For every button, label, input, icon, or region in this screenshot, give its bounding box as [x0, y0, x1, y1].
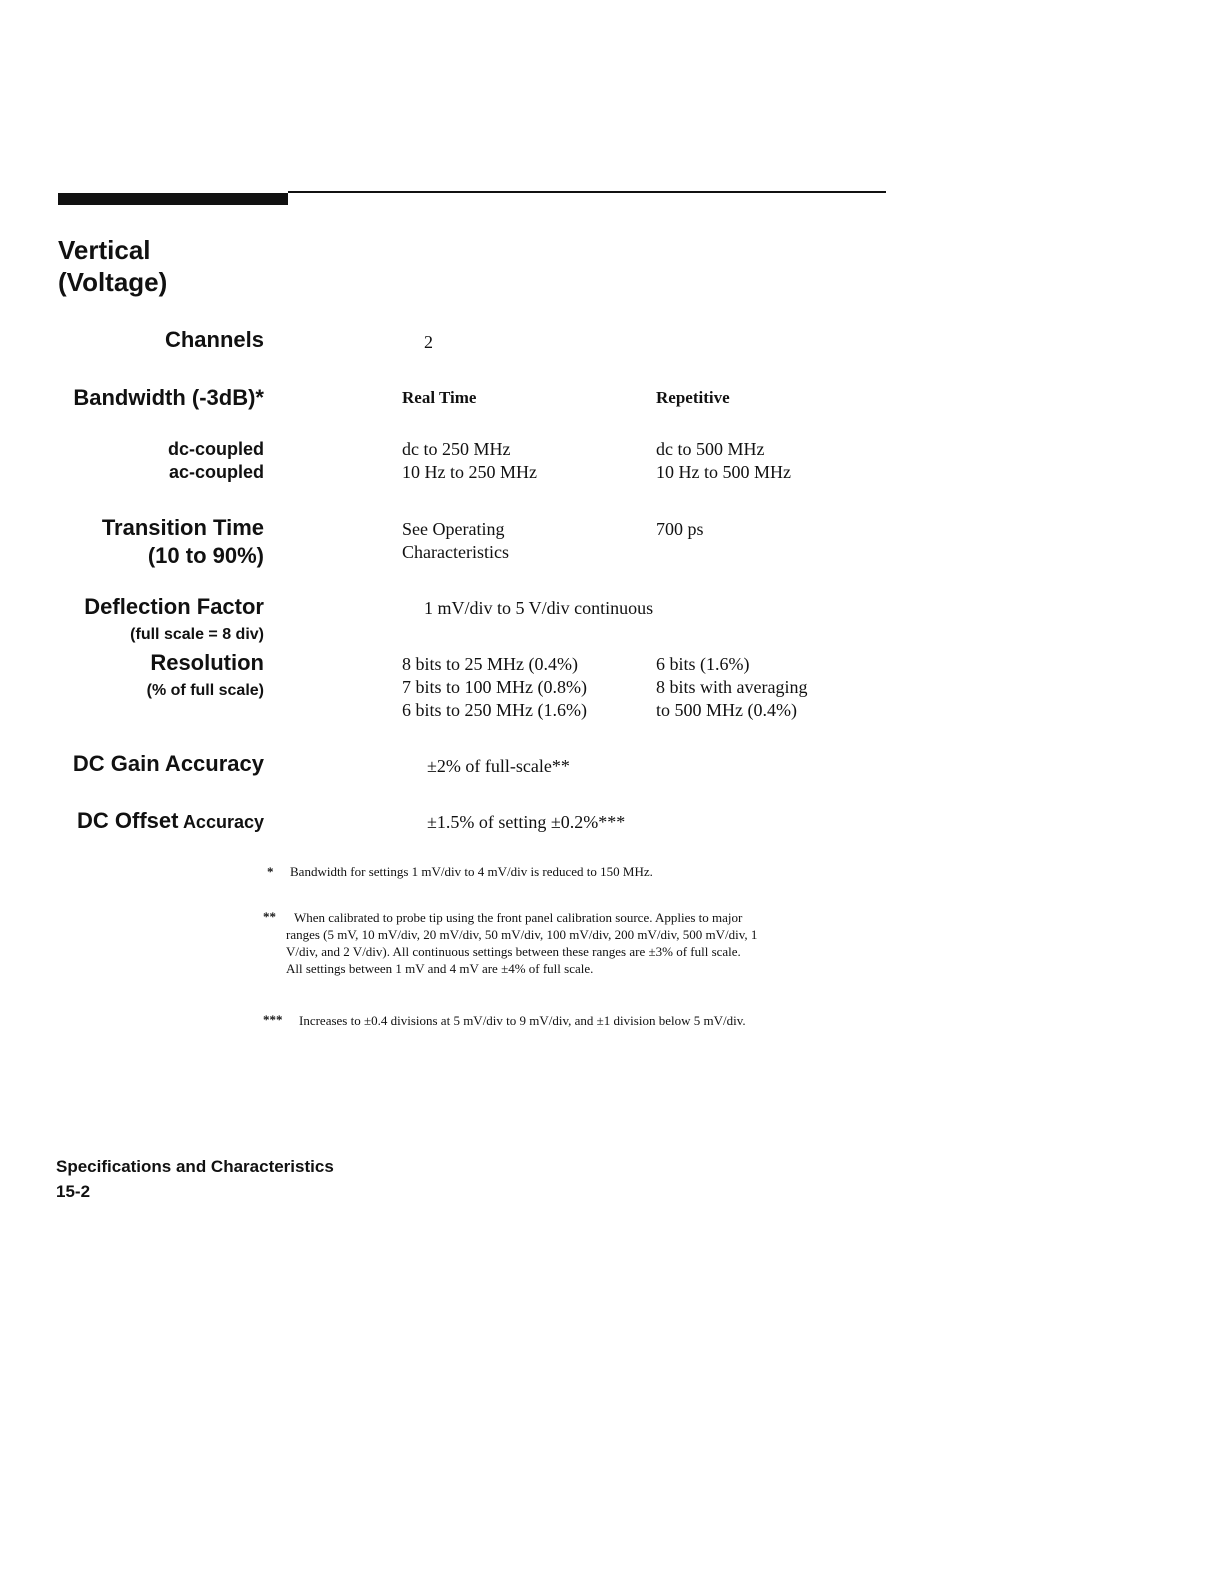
footer-title: Specifications and Characteristics: [56, 1157, 334, 1176]
footnote-2-mark: **: [263, 909, 276, 924]
deflection-factor-value: 1 mV/div to 5 V/div continuous: [424, 598, 654, 618]
footnote-2-text: When calibrated to probe tip using the front panel calibration source. Applies to major ranges (5 mV, 10 mV/div, 20 mV/div, 50 mV/div, 100 mV/div, 200 mV/div, 500 mV/div, 1 V/div, and 2 V/div). All continuous settings between these ranges are ±3% of full scale. All settings between 1 mV and 4 mV are ±4% of full scale.: [286, 910, 758, 976]
ac-coupled-label: ac-coupled: [168, 462, 264, 482]
dc-gain-accuracy-label: DC Gain Accuracy: [72, 751, 264, 776]
dc-offset-accuracy-label: DC Offset Accuracy: [77, 808, 264, 833]
resolution-real-time-line: 6 bits to 250 MHz (1.6%): [402, 700, 587, 720]
channels-value: 2: [424, 332, 433, 352]
transition-time-real-time-1: See Operating: [402, 519, 505, 539]
resolution-repetitive-line: 6 bits (1.6%): [656, 654, 750, 674]
resolution-sublabel: (% of full scale): [146, 682, 264, 699]
transition-time-repetitive: 700 ps: [656, 519, 704, 539]
resolution-real-time-line: 8 bits to 25 MHz (0.4%): [402, 654, 578, 674]
dc-coupled-real-time: dc to 250 MHz: [402, 439, 511, 459]
transition-time-sublabel: (10 to 90%): [147, 543, 264, 568]
dc-offset-accuracy-value: ±1.5% of setting ±0.2%***: [427, 812, 626, 832]
footnote-1-mark: *: [267, 864, 274, 879]
footnote-3-mark: ***: [263, 1012, 283, 1027]
resolution-repetitive-line: to 500 MHz (0.4%): [656, 700, 797, 720]
resolution-real-time: [402, 653, 587, 722]
transition-time-label: Transition Time: [101, 515, 264, 540]
section-title: Vertical (Voltage): [58, 235, 168, 297]
resolution-label: Resolution: [150, 650, 264, 675]
resolution-real-time-line: 7 bits to 100 MHz (0.8%): [402, 677, 587, 697]
bandwidth-label: Bandwidth (-3dB)*: [73, 385, 264, 410]
ac-coupled-real-time: 10 Hz to 250 MHz: [402, 462, 537, 482]
real-time-header: Real Time: [402, 388, 477, 407]
header-rule-thin: [288, 191, 886, 193]
repetitive-header: Repetitive: [656, 388, 730, 407]
resolution-repetitive: [656, 653, 807, 722]
deflection-factor-label: Deflection Factor: [84, 594, 264, 619]
footnote-3-text: Increases to ±0.4 divisions at 5 mV/div to 9 mV/div, and ±1 division below 5 mV/div.: [299, 1013, 746, 1028]
header-rule-thick: [58, 193, 288, 205]
resolution-repetitive-line: 8 bits with averaging: [656, 677, 808, 697]
footnote-1-text: Bandwidth for settings 1 mV/div to 4 mV/div is reduced to 150 MHz.: [290, 864, 653, 879]
dc-coupled-repetitive: dc to 500 MHz: [656, 439, 765, 459]
deflection-factor-sublabel: (full scale = 8 div): [130, 626, 264, 643]
channels-label: Channels: [164, 327, 264, 352]
dc-coupled-label: dc-coupled: [167, 439, 264, 459]
ac-coupled-repetitive: 10 Hz to 500 MHz: [656, 462, 791, 482]
dc-gain-accuracy-value: ±2% of full-scale**: [427, 756, 570, 776]
transition-time-real-time-2: Characteristics: [402, 542, 509, 562]
page-number: 15-2: [56, 1182, 91, 1201]
